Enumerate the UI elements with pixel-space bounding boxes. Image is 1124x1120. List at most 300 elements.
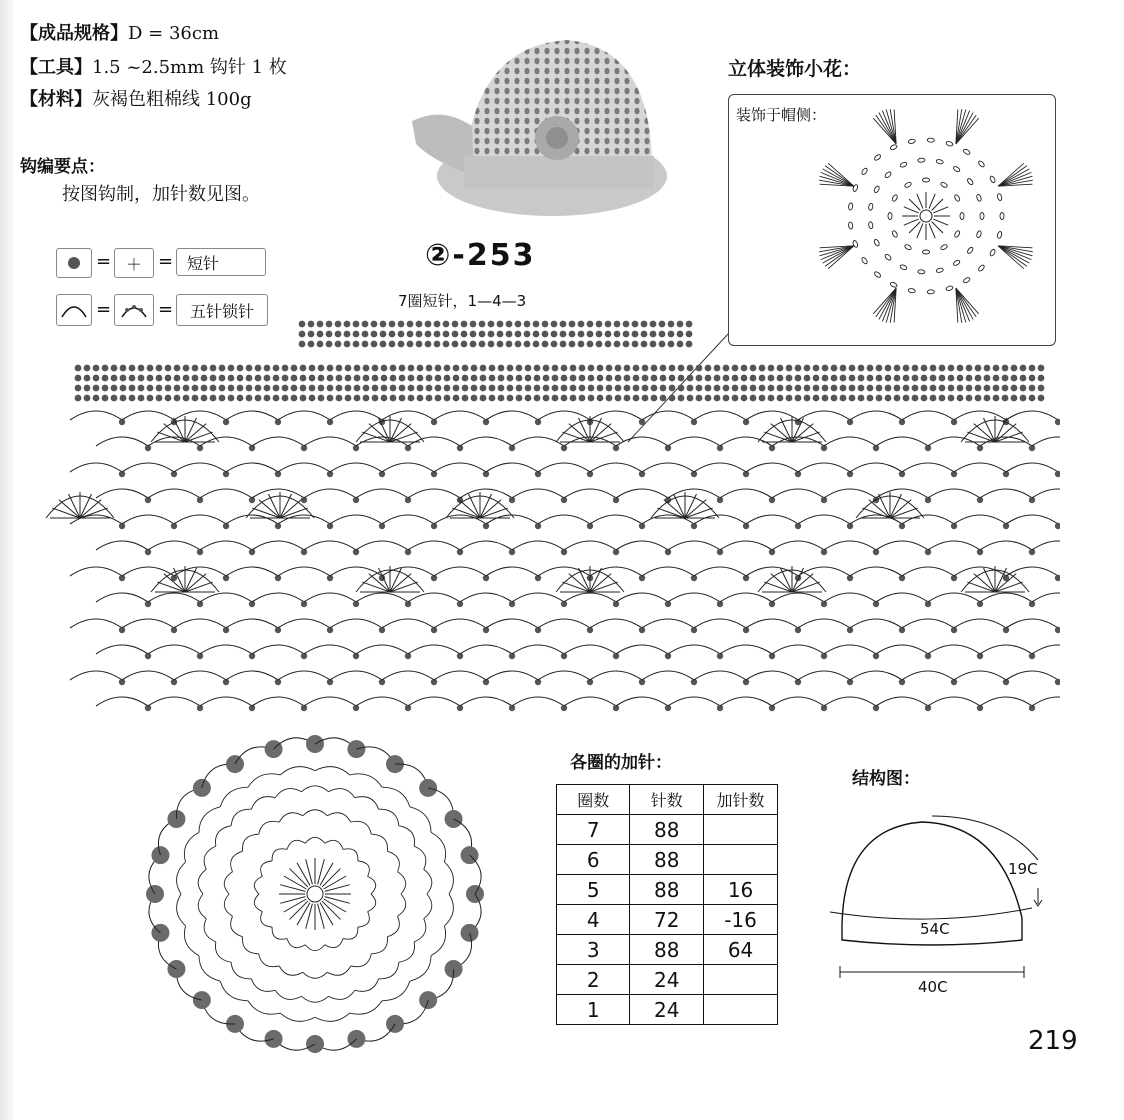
chain-arc [200,645,252,654]
stitch-dot [831,375,838,382]
stitch-dot [75,395,82,402]
cell-stitches: 88 [630,815,704,845]
stitch-dot [489,395,496,402]
chain-arc [746,671,798,680]
stitch-dot [651,395,658,402]
chain-arc [486,567,538,576]
chain-stitch [976,230,982,238]
chain-arc [1006,463,1058,472]
stitch-dot [489,365,496,372]
stitch-dot [849,365,856,372]
legend-label-chain: 五针锁针 [176,294,268,326]
chain-stitch [918,270,925,275]
table-row [557,875,778,905]
chain-arc [122,567,174,576]
crown-arc [424,894,432,919]
chain-arc [330,671,382,680]
stitch-dot [1055,627,1060,633]
chain-arc [434,567,486,576]
stitch-dot [912,375,919,382]
chain-arc [148,489,200,498]
stitch-dot [408,395,415,402]
chain-arc [668,437,720,446]
table-row [557,905,778,935]
chain-arc [304,489,356,498]
stitch-dot [678,375,685,382]
stitch-dot [669,395,676,402]
crown-arc [251,797,275,810]
crown-arc [343,927,358,939]
stitch-dot [678,385,685,392]
stitch-dot [551,321,558,328]
stitch-dot [804,395,811,402]
stitch-dot [129,375,136,382]
crown-arc [259,821,280,834]
cell-stitches: 88 [630,845,704,875]
chain-arc [590,515,642,524]
chain-arc [96,593,148,602]
chain-arc [954,515,1006,524]
crown-arc [368,894,376,912]
stitch-dot [219,385,226,392]
page-number: 219 [1028,1026,1078,1056]
stitch-dot [650,321,657,328]
chain-arc [226,463,278,472]
chain-stitch [891,230,898,238]
stitch-dot [659,321,666,328]
stitch-dot [390,365,397,372]
stitch-dot [327,385,334,392]
stitch-dot [317,321,324,328]
stitch-dot [714,385,721,392]
legend-label-sc: 短针 [176,248,266,276]
chain-stitch [997,231,1003,239]
stitch-dot [443,331,450,338]
stitch-dot [506,341,513,348]
crown-dot [167,960,185,978]
chain-stitch [927,290,934,294]
stitch-dot [417,395,424,402]
plus-sign-icon: ＋ [125,254,142,274]
stitch-dot [651,385,658,392]
stitch-dot [948,385,955,392]
chain-arc [772,489,824,498]
stitch-dot [732,395,739,402]
stitch-dot [345,395,352,402]
stitch-dot [579,385,586,392]
chain-arc [980,697,1032,706]
stitch-dot [317,341,324,348]
chain-arc [200,489,252,498]
chain-arc [902,411,954,420]
stitch-dot [282,385,289,392]
crown-arc [414,919,426,942]
stitch-dot [623,341,630,348]
stitch-dot [426,365,433,372]
cell-increase: -16 [704,905,778,935]
crown-arc [231,851,243,871]
stitch-dot [273,395,280,402]
stitch-dot [831,385,838,392]
chain-arc [408,489,460,498]
stitch-dot [363,395,370,402]
chain-stitch [953,166,961,173]
stitch-dot [768,385,775,392]
chain-arc [538,463,590,472]
equals-sign: = [158,251,174,272]
stitch-dot [696,385,703,392]
cell-round: 1 [557,995,630,1025]
stitch-dot [345,385,352,392]
stitch-dot [533,341,540,348]
stitch-dot [408,375,415,382]
stitch-dot [768,365,775,372]
stitch-dot [1020,385,1027,392]
stitch-dot [660,365,667,372]
stitch-dot [588,395,595,402]
stitch-dot [372,395,379,402]
chain-arc [772,697,824,706]
stitch-dot [156,375,163,382]
spec-material: 【材料】灰褐色粗棉线 100g [20,89,252,110]
stitch-dot [903,395,910,402]
crown-arc [215,942,231,962]
stitch-dot [417,385,424,392]
crown-arc [399,826,415,846]
stitch-dot [1020,395,1027,402]
chain-arc [590,463,642,472]
flower-stitch [917,194,923,209]
stitch-dot [353,331,360,338]
stitch-dot [299,321,306,328]
stitch-dot [1055,419,1060,425]
chain-arc [668,645,720,654]
chain-stitch [989,249,996,257]
chain-arc [954,463,1006,472]
stitch-dot [696,395,703,402]
stitch-dot [174,385,181,392]
cell-stitches: 88 [630,875,704,905]
stitch-dot [750,365,757,372]
stitch-dot [1011,375,1018,382]
crown-arc [231,962,251,978]
chain-stitch [978,264,986,272]
stitch-dot [228,375,235,382]
chain-arc [668,489,720,498]
stitch-dot [705,365,712,372]
chain-arc [226,515,278,524]
stitch-dot [714,365,721,372]
chain-arc [642,411,694,420]
chain-arc [798,515,850,524]
chain-arc [954,411,1006,420]
stitch-dot [993,365,1000,372]
chain-arc [174,463,226,472]
crown-arc [315,1013,350,1021]
chain-arc [434,619,486,628]
stitch-dot [903,365,910,372]
stitch-dot [300,375,307,382]
chain-arc [616,697,668,706]
label-circumference: 54C [920,920,950,938]
stitch-dot [398,321,405,328]
chain-arc [486,671,538,680]
stitch-dot [1029,385,1036,392]
chain-arc [980,645,1032,654]
structure-title: 结构图： [852,769,920,789]
chain-arc [252,593,304,602]
stitch-dot [507,385,514,392]
crown-arc [279,966,302,975]
stitch-dot [777,375,784,382]
stitch-dot [407,341,414,348]
crown-arc [399,942,415,962]
chain-stitch [954,230,961,238]
chain-stitch [904,244,912,251]
chain-arc [564,541,616,550]
single-crochet-rows [75,321,1045,402]
stitch-dot [417,375,424,382]
stitch-dot [210,365,217,372]
stitch-dot [813,385,820,392]
chain-arc [824,541,876,550]
stitch-dot [659,341,666,348]
stitch-dot [650,341,657,348]
chain-stitch [888,213,892,220]
chain-arc [928,697,980,706]
chain-arc [642,619,694,628]
stitch-dot [579,365,586,372]
stitch-dot [596,341,603,348]
stitch-dot [876,375,883,382]
stitch-dot [795,395,802,402]
chain-arc [746,515,798,524]
stitch-dot [615,365,622,372]
stitch-dot [614,341,621,348]
crown-arc [184,926,199,956]
stitch-dot [741,375,748,382]
chain-stitch [874,271,882,279]
cell-increase: 64 [704,935,778,965]
stitch-dot [1002,385,1009,392]
crown-arc [204,846,216,869]
stitch-dot [183,385,190,392]
flower-stitch [932,199,943,210]
stitch-dot [435,365,442,372]
stitch-dot [380,321,387,328]
stitch-dot [462,375,469,382]
stitch-dot [453,385,460,392]
stitch-dot [282,375,289,382]
stitch-dot [885,385,892,392]
chain-arc [330,411,382,420]
chain-arc [148,541,200,550]
chain-stitch [966,178,973,186]
stitch-dot [362,321,369,328]
stitch-dot [930,395,937,402]
stitch-dot [389,341,396,348]
stitch-dot [390,395,397,402]
stitch-dot [399,365,406,372]
chain-arc [486,515,538,524]
chain-stitch [940,244,948,251]
stitch-dot [165,365,172,372]
stitch-dot [480,375,487,382]
ring-center [920,210,932,222]
stitch-dot [795,385,802,392]
chain-arc [330,463,382,472]
stitch-dot [264,385,271,392]
table-row [557,845,778,875]
stitch-dot [506,321,513,328]
stitch-dot [462,385,469,392]
stitch-dot [750,395,757,402]
stitch-dot [668,341,675,348]
stitch-dot [408,385,415,392]
spec-tool: 【工具】1.5 ~2.5mm 钩针 1 枚 [20,57,287,78]
chain-arc [902,619,954,628]
stitch-dot [741,365,748,372]
chain-arc [616,541,668,550]
crown-arc [220,981,248,1001]
stitch-dot [138,385,145,392]
stitch-dot [605,331,612,338]
stitch-dot [84,375,91,382]
stitch-dot [714,395,721,402]
stitch-dot [578,331,585,338]
chain-arc [850,463,902,472]
stitch-dot [876,385,883,392]
stitch-dot [714,375,721,382]
chain-arc [720,541,772,550]
stitch-dot [677,321,684,328]
stitch-dot [587,321,594,328]
stitch-dot [362,331,369,338]
stitch-dot [416,331,423,338]
stitch-dot [597,385,604,392]
flower-stitch [904,207,919,213]
stitch-dot [255,375,262,382]
chain-arc [564,593,616,602]
chain-stitch [936,159,944,165]
chain-stitch [848,203,853,210]
crown-arc [431,926,446,956]
chain-arc [330,619,382,628]
stitch-dot [246,385,253,392]
stitch-dot [849,375,856,382]
cell-increase [704,995,778,1025]
stitch-dot [183,365,190,372]
stitch-dot [596,321,603,328]
crown-arc [199,956,220,982]
chain-arc [252,645,304,654]
chain-arc [902,671,954,680]
chain-arc [746,619,798,628]
flower-stitch [932,222,943,233]
stitch-dot [488,321,495,328]
crown-arc [231,809,251,825]
chain-arc [1032,593,1060,602]
stitch-dot [219,375,226,382]
chain-arc [928,541,980,550]
crown-arc [410,956,431,982]
stitch-dot [515,341,522,348]
stitch-dot [201,375,208,382]
stitch-dot [515,321,522,328]
chain-stitch [890,281,898,288]
crown-arc [224,872,232,894]
stitch-dot [723,395,730,402]
stitch-dot [885,395,892,402]
stitch-dot [732,385,739,392]
stitch-dot [273,375,280,382]
stitch-dot [723,375,730,382]
stitch-dot [480,365,487,372]
stitch-dot [741,395,748,402]
stitch-dot [1002,395,1009,402]
stitch-dot [569,321,576,328]
stitch-dot [732,375,739,382]
stitch-dot [434,321,441,328]
stitch-dot [669,385,676,392]
stitch-dot [452,321,459,328]
crown-motif [146,735,484,1053]
stitch-dot [687,395,694,402]
stitch-dot [489,385,496,392]
crown-arc [177,894,186,926]
chain-stitch [989,175,996,183]
stitch-dot [569,331,576,338]
stitch-dot [750,385,757,392]
chain-arc [694,671,746,680]
chain-arc [798,567,850,576]
stitch-dot [381,375,388,382]
crown-arc [368,876,376,894]
stitch-dot [471,395,478,402]
stitch-dot [930,365,937,372]
crown-arc [414,846,426,869]
table-row [557,995,778,1025]
stitch-dot [345,365,352,372]
chain-arc [70,619,122,628]
stitch-dot [444,395,451,402]
stitch-dot [507,365,514,372]
stitch-dot [867,385,874,392]
cell-round: 5 [557,875,630,905]
stitch-dot [443,341,450,348]
stitch-dot [525,385,532,392]
crown-arc [248,774,280,787]
chain-stitch [927,138,934,142]
stitch-dot [434,331,441,338]
chain-arc [590,411,642,420]
stitch-dot [344,341,351,348]
chain-stitch [861,257,868,265]
chain-arc [460,697,512,706]
chain-stitch [978,160,986,168]
stitch-dot [642,375,649,382]
chain-arc [278,619,330,628]
chain-arc [538,671,590,680]
stitch-dot [111,385,118,392]
stitch-dot [543,365,550,372]
stitch-dot [660,385,667,392]
flower-stitch [933,219,948,225]
chain-arc [356,489,408,498]
ring-center [307,886,323,902]
stitch-dot [399,395,406,402]
stitch-dot [237,365,244,372]
